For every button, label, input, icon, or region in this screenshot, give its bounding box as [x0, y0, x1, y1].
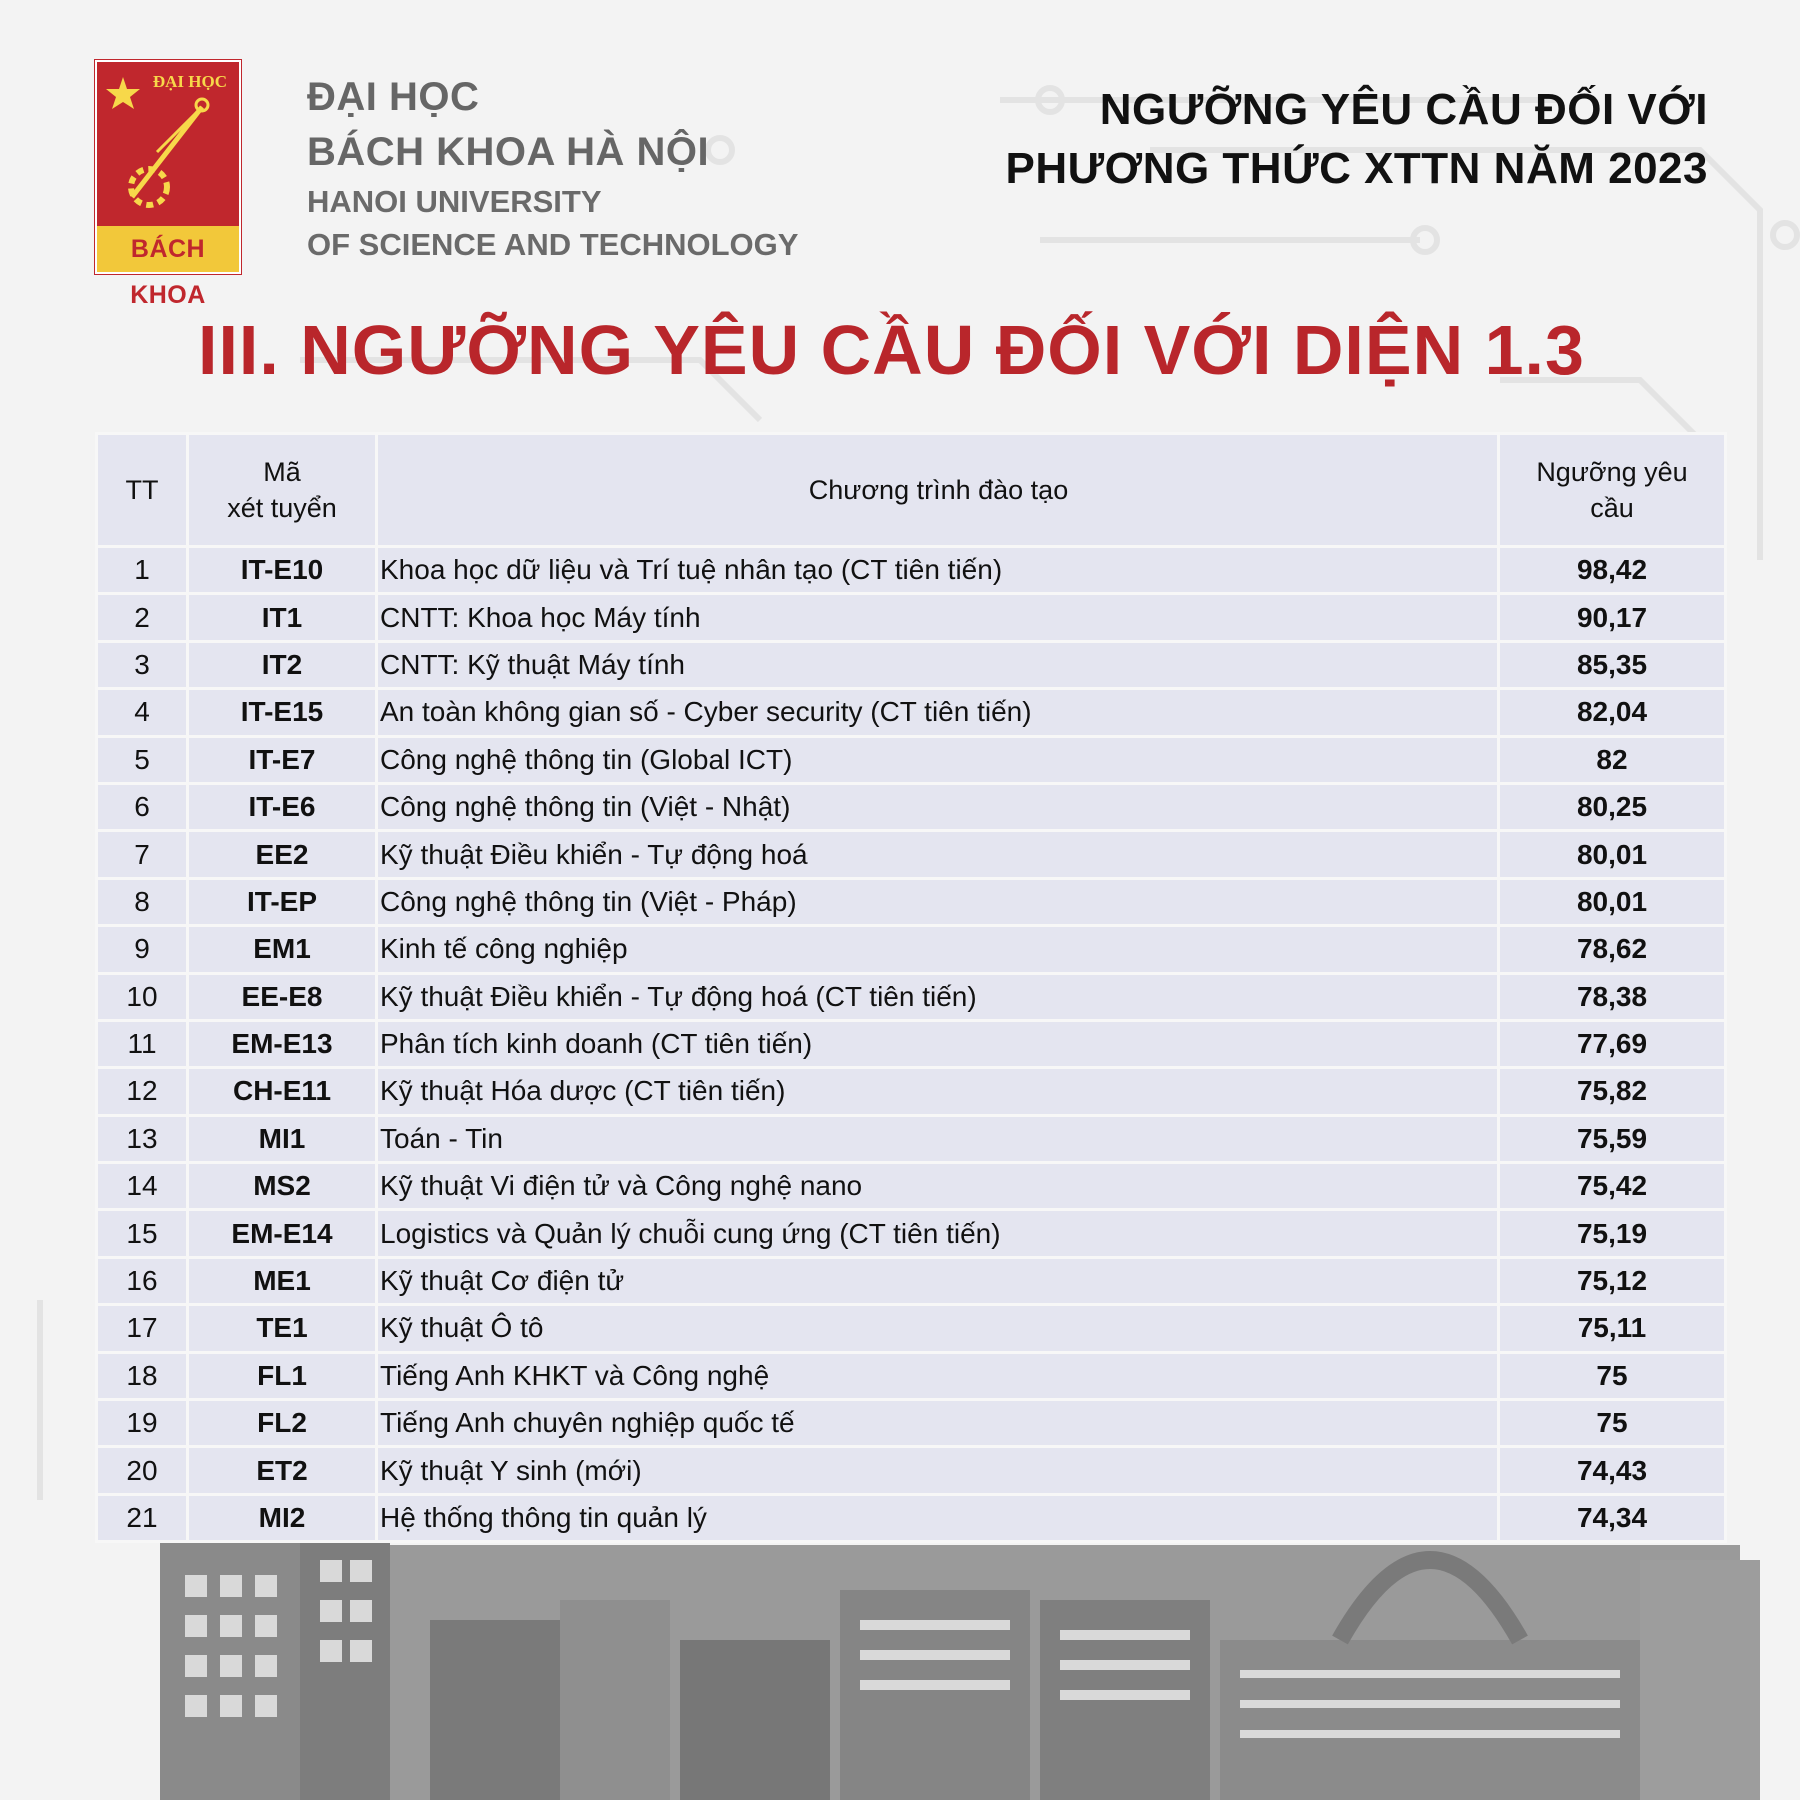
cell-program: An toàn không gian số - Cyber security (CT tiên tiến)	[378, 690, 1497, 734]
cell-code: MS2	[189, 1164, 375, 1208]
table-row	[98, 927, 1724, 971]
document-title-line1: NGƯỠNG YÊU CẦU ĐỐI VỚI	[1099, 85, 1708, 134]
header-tt: TT	[98, 435, 186, 545]
table-body	[98, 548, 1724, 1540]
cell-threshold: 80,01	[1500, 880, 1724, 924]
table-row	[98, 1211, 1724, 1255]
table-row	[98, 595, 1724, 639]
cell-code: IT-E15	[189, 690, 375, 734]
header-threshold-line1: Ngưỡng yêu	[1536, 457, 1688, 487]
cell-program: Kỹ thuật Vi điện tử và Công nghệ nano	[378, 1164, 1497, 1208]
cell-program: Công nghệ thông tin (Global ICT)	[378, 738, 1497, 782]
cell-program: Kỹ thuật Y sinh (mới)	[378, 1448, 1497, 1492]
cell-tt: 14	[98, 1164, 186, 1208]
cell-program: Tiếng Anh chuyên nghiệp quốc tế	[378, 1401, 1497, 1445]
table-row	[98, 1401, 1724, 1445]
cell-threshold: 75	[1500, 1354, 1724, 1398]
cell-code: MI2	[189, 1496, 375, 1540]
cell-program: Công nghệ thông tin (Việt - Nhật)	[378, 785, 1497, 829]
cell-program: Kỹ thuật Cơ điện tử	[378, 1259, 1497, 1303]
table-row	[98, 785, 1724, 829]
table-row	[98, 1022, 1724, 1066]
cell-code: EM1	[189, 927, 375, 971]
table-row	[98, 1354, 1724, 1398]
logo-bottom-text: BÁCH KHOA	[97, 226, 239, 272]
cell-tt: 16	[98, 1259, 186, 1303]
table-row	[98, 1164, 1724, 1208]
cell-tt: 5	[98, 738, 186, 782]
table-row	[98, 880, 1724, 924]
cell-tt: 20	[98, 1448, 186, 1492]
table-row	[98, 548, 1724, 592]
cell-program: Phân tích kinh doanh (CT tiên tiến)	[378, 1022, 1497, 1066]
cell-program: Tiếng Anh KHKT và Công nghệ	[378, 1354, 1497, 1398]
header-program: Chương trình đào tạo	[378, 435, 1497, 545]
cell-tt: 3	[98, 643, 186, 687]
university-logo	[95, 60, 241, 309]
cell-program: Logistics và Quản lý chuỗi cung ứng (CT tiên tiến)	[378, 1211, 1497, 1255]
cell-program: Kỹ thuật Điều khiển - Tự động hoá	[378, 832, 1497, 876]
cell-threshold: 75,19	[1500, 1211, 1724, 1255]
header-code-line1: Mã	[263, 457, 301, 487]
threshold-table	[95, 432, 1727, 1543]
cell-threshold: 75,82	[1500, 1069, 1724, 1113]
cell-code: CH-E11	[189, 1069, 375, 1113]
cell-threshold: 82,04	[1500, 690, 1724, 734]
table-row	[98, 643, 1724, 687]
cell-tt: 7	[98, 832, 186, 876]
table-header-row	[98, 435, 1724, 545]
cell-program: CNTT: Khoa học Máy tính	[378, 595, 1497, 639]
table-row	[98, 1117, 1724, 1161]
cell-code: FL2	[189, 1401, 375, 1445]
cell-program: CNTT: Kỹ thuật Máy tính	[378, 643, 1497, 687]
star-icon	[106, 77, 140, 109]
table-row	[98, 1259, 1724, 1303]
cell-program: Kỹ thuật Hóa dược (CT tiên tiến)	[378, 1069, 1497, 1113]
document-title	[1006, 80, 1708, 198]
cell-threshold: 75,42	[1500, 1164, 1724, 1208]
cell-code: ET2	[189, 1448, 375, 1492]
cell-threshold: 98,42	[1500, 548, 1724, 592]
logo-top-text: ĐẠI HỌC	[152, 72, 227, 91]
table-row	[98, 1306, 1724, 1350]
university-vn-line1: ĐẠI HỌC	[307, 75, 480, 119]
cell-threshold: 78,38	[1500, 975, 1724, 1019]
cell-program: Hệ thống thông tin quản lý	[378, 1496, 1497, 1540]
cell-threshold: 75,59	[1500, 1117, 1724, 1161]
cell-code: IT2	[189, 643, 375, 687]
cell-tt: 9	[98, 927, 186, 971]
cell-code: MI1	[189, 1117, 375, 1161]
cell-program: Kinh tế công nghiệp	[378, 927, 1497, 971]
header-threshold	[1500, 435, 1724, 545]
university-en-line1: HANOI UNIVERSITY	[307, 184, 602, 219]
cell-tt: 6	[98, 785, 186, 829]
cell-tt: 13	[98, 1117, 186, 1161]
cell-tt: 12	[98, 1069, 186, 1113]
table-row	[98, 832, 1724, 876]
section-title: III. NGƯỠNG YÊU CẦU ĐỐI VỚI DIỆN 1.3	[198, 311, 1585, 389]
cell-threshold: 78,62	[1500, 927, 1724, 971]
cell-tt: 1	[98, 548, 186, 592]
cell-threshold: 77,69	[1500, 1022, 1724, 1066]
cell-code: ME1	[189, 1259, 375, 1303]
table-row	[98, 738, 1724, 782]
cell-tt: 21	[98, 1496, 186, 1540]
cell-tt: 4	[98, 690, 186, 734]
header-code-line2: xét tuyển	[227, 493, 337, 523]
table-row	[98, 1496, 1724, 1540]
cell-program: Công nghệ thông tin (Việt - Pháp)	[378, 880, 1497, 924]
cell-threshold: 85,35	[1500, 643, 1724, 687]
cell-tt: 17	[98, 1306, 186, 1350]
cell-code: EE2	[189, 832, 375, 876]
cell-code: IT-E7	[189, 738, 375, 782]
document-title-line2: PHƯƠNG THỨC XTTN NĂM 2023	[1005, 144, 1708, 193]
header-code	[189, 435, 375, 545]
cell-threshold: 82	[1500, 738, 1724, 782]
cell-tt: 18	[98, 1354, 186, 1398]
cell-tt: 19	[98, 1401, 186, 1445]
cell-tt: 15	[98, 1211, 186, 1255]
cell-program: Khoa học dữ liệu và Trí tuệ nhân tạo (CT tiên tiến)	[378, 548, 1497, 592]
cell-code: IT-E10	[189, 548, 375, 592]
cell-threshold: 90,17	[1500, 595, 1724, 639]
cell-code: FL1	[189, 1354, 375, 1398]
university-vn-line2: BÁCH KHOA HÀ NỘI	[307, 130, 710, 174]
cell-threshold: 74,34	[1500, 1496, 1724, 1540]
cell-code: EE-E8	[189, 975, 375, 1019]
cell-threshold: 74,43	[1500, 1448, 1724, 1492]
cell-program: Kỹ thuật Điều khiển - Tự động hoá (CT tiên tiến)	[378, 975, 1497, 1019]
cell-code: TE1	[189, 1306, 375, 1350]
cell-tt: 10	[98, 975, 186, 1019]
cell-program: Kỹ thuật Ô tô	[378, 1306, 1497, 1350]
cell-threshold: 75	[1500, 1401, 1724, 1445]
cell-tt: 2	[98, 595, 186, 639]
university-en-line2: OF SCIENCE AND TECHNOLOGY	[307, 227, 799, 262]
cell-threshold: 80,25	[1500, 785, 1724, 829]
university-name	[307, 70, 798, 266]
cell-code: IT1	[189, 595, 375, 639]
cell-threshold: 75,12	[1500, 1259, 1724, 1303]
cell-tt: 8	[98, 880, 186, 924]
cell-threshold: 75,11	[1500, 1306, 1724, 1350]
cell-tt: 11	[98, 1022, 186, 1066]
table-row	[98, 690, 1724, 734]
table-row	[98, 975, 1724, 1019]
cell-code: IT-EP	[189, 880, 375, 924]
table-row	[98, 1448, 1724, 1492]
table-row	[98, 1069, 1724, 1113]
cell-code: EM-E13	[189, 1022, 375, 1066]
cell-threshold: 80,01	[1500, 832, 1724, 876]
cell-code: IT-E6	[189, 785, 375, 829]
cell-code: EM-E14	[189, 1211, 375, 1255]
header-threshold-line2: cầu	[1590, 493, 1634, 523]
cell-program: Toán - Tin	[378, 1117, 1497, 1161]
